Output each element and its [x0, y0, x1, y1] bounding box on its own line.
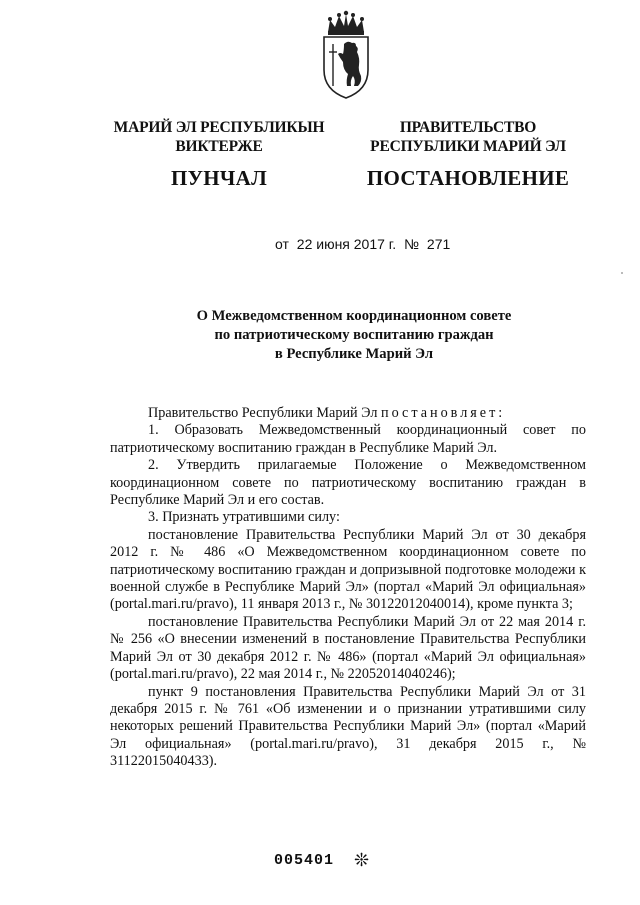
coat-of-arms-bear-icon — [318, 10, 374, 100]
paragraph-item3: 3. Признать утратившими силу: — [148, 509, 340, 526]
snowflake-mark-icon: ❊ — [354, 850, 370, 870]
header-left-title: ПУНЧАЛ — [170, 166, 268, 190]
document-body — [110, 405, 586, 771]
preamble-verb: постановляет: — [380, 405, 506, 421]
number-value: 271 — [426, 236, 451, 252]
paragraph-item3b: постановление Правительства Республики Марий Эл от 22 мая 2014 г. № 256 «О внесении изменений в постановление Правительства Республики Марий Эл от 30 декабря 2012 г. № 486» (портал «Марий Эл официальная» (portal.mari.ru/pravo), 22 мая 2014 г., № 22052014040246); — [110, 613, 586, 683]
date-prefix: от — [275, 236, 289, 252]
document-title — [120, 307, 588, 364]
date-line — [0, 236, 640, 252]
paragraph-item1: 1. Образовать Межведомственный координационный совет по патриотическому воспитанию граждан в Республике Марий Эл. — [110, 422, 586, 456]
title-line3: в Республике Марий Эл — [274, 346, 434, 362]
header-left-line1: МАРИЙ ЭЛ РЕСПУБЛИКЫН — [113, 119, 325, 136]
date-value: 22 июня 2017 г. — [296, 236, 397, 252]
header-right-line1: ПРАВИТЕЛЬСТВО — [399, 119, 537, 136]
header-right-block — [346, 118, 590, 191]
title-line2: по патриотическому воспитанию граждан — [214, 327, 494, 343]
scan-dot — [621, 272, 623, 274]
paragraph-item3a: постановление Правительства Республики Марий Эл от 30 декабря 2012 г. № 486 «О Межведомственном координационном совете по патриотическому воспитанию граждан и допризывной подготовке молодежи к военной службе в Республике Марий Эл» (портал «Марий Эл официальная» (portal.mari.ru/pravo), 11 января 2013 г., № 30122012040014), кроме пункта 3; — [110, 526, 586, 613]
preamble — [110, 405, 586, 422]
number-label: № — [403, 236, 420, 252]
header-right-line2: РЕСПУБЛИКИ МАРИЙ ЭЛ — [370, 138, 566, 155]
paragraph-item2: 2. Утвердить прилагаемые Положение о Межведомственном координационном совете по патриотическому воспитанию граждан в Республике Марий Эл и его состав. — [110, 457, 586, 509]
preamble-text: Правительство Республики Марий Эл — [148, 405, 381, 421]
header-left-block — [94, 118, 344, 191]
title-line1: О Межведомственном координационном совете — [196, 308, 512, 324]
serial-number: 005401 — [274, 852, 335, 869]
paragraph-item3c: пункт 9 постановления Правительства Республики Марий Эл от 31 декабря 2015 г. № 761 «Об изменении и о признании утратившими силу некоторых решений Правительства Республики Марий Эл» (портал «Марий Эл официальная» (portal.mari.ru/pravo), 31 декабря 2015 г., № 31122015040433). — [110, 683, 586, 770]
header-left-line2: ВИКТЕРЖЕ — [175, 138, 263, 155]
header-right-title: ПОСТАНОВЛЕНИЕ — [366, 166, 570, 190]
